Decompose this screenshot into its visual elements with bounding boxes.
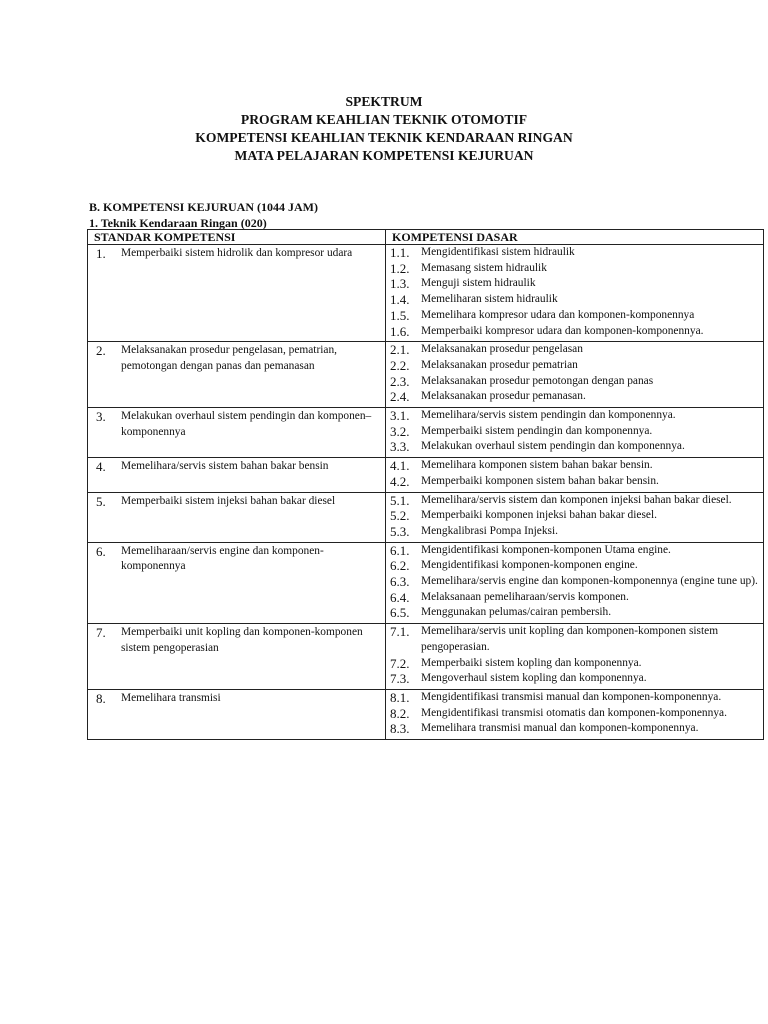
kompetensi-dasar-text: Melaksanakan prosedur pemanasan.	[421, 390, 586, 403]
kompetensi-dasar-number: 2.3.	[390, 373, 410, 389]
standar-kompetensi-cell	[88, 492, 386, 542]
table-row	[88, 624, 764, 690]
kompetensi-dasar-number: 6.1.	[390, 542, 410, 558]
kompetensi-dasar-number: 6.3.	[390, 574, 410, 590]
kompetensi-dasar-number: 1.2.	[390, 260, 410, 276]
kompetensi-dasar-text: Mengidentifikasi transmisi otomatis dan komponen-komponennya.	[421, 706, 727, 719]
kompetensi-dasar-list	[386, 493, 763, 542]
kompetensi-dasar-number: 2.4.	[390, 389, 410, 405]
kompetensi-dasar-number: 8.3.	[390, 721, 410, 737]
kompetensi-dasar-item	[390, 276, 759, 292]
standar-text: Melakukan overhaul sistem pendingin dan komponen– komponennya	[121, 410, 372, 438]
standar-kompetensi	[88, 624, 385, 658]
standar-text: Melaksanakan prosedur pengelasan, pematrian, pemotongan dengan panas dan pemanasan	[121, 344, 338, 372]
kompetensi-dasar-item	[390, 524, 759, 540]
kompetensi-dasar-text: Memasang sistem hidraulik	[421, 261, 547, 274]
kompetensi-dasar-text: Melaksanakan prosedur pematrian	[421, 358, 578, 371]
standar-kompetensi	[88, 458, 385, 477]
kompetensi-dasar-text: Mengkalibrasi Pompa Injeksi.	[421, 524, 558, 537]
kompetensi-dasar-number: 8.2.	[390, 705, 410, 721]
kompetensi-dasar-item	[390, 358, 759, 374]
kompetensi-dasar-text: Memelihara komponen sistem bahan bakar bensin.	[421, 459, 653, 472]
competency-table	[87, 229, 764, 740]
kompetensi-dasar-text: Mengidentifikasi transmisi manual dan komponen-komponennya.	[421, 690, 722, 703]
standar-number: 2.	[96, 343, 106, 359]
kompetensi-dasar-item	[390, 389, 759, 405]
standar-kompetensi-cell	[88, 458, 386, 492]
kompetensi-dasar-text: Mengidentifikasi komponen-komponen Utama engine.	[421, 543, 671, 556]
kompetensi-dasar-number: 6.4.	[390, 589, 410, 605]
table-row	[88, 492, 764, 542]
kompetensi-dasar-text: Mengidentifikasi sistem hidraulik	[421, 246, 575, 258]
table-row	[88, 458, 764, 492]
kompetensi-dasar-number: 1.4.	[390, 292, 410, 308]
standar-kompetensi	[88, 690, 385, 709]
kompetensi-dasar-item	[390, 424, 759, 440]
kompetensi-dasar-item	[390, 706, 759, 722]
kompetensi-dasar-list	[386, 408, 763, 457]
standar-kompetensi	[88, 493, 385, 512]
kompetensi-dasar-item	[390, 324, 759, 340]
kompetensi-dasar-item	[390, 671, 759, 687]
kompetensi-dasar-text: Menggunakan pelumas/cairan pembersih.	[421, 606, 612, 619]
kompetensi-dasar-list	[386, 624, 763, 689]
kompetensi-dasar-text: Memelihara/servis unit kopling dan komponen-komponen sistem pengoperasian.	[421, 625, 719, 653]
kompetensi-dasar-cell	[386, 624, 764, 690]
kompetensi-dasar-item	[390, 590, 759, 606]
table-row	[88, 408, 764, 458]
kompetensi-dasar-text: Memelihara kompresor udara dan komponen-komponennya	[421, 308, 695, 321]
kompetensi-dasar-number: 7.2.	[390, 655, 410, 671]
standar-text: Memperbaiki unit kopling dan komponen-komponen sistem pengoperasian	[121, 626, 363, 654]
kompetensi-dasar-item	[390, 439, 759, 455]
kompetensi-dasar-text: Melaksanakan prosedur pemotongan dengan panas	[421, 374, 654, 387]
standar-text: Memperbaiki sistem injeksi bahan bakar diesel	[121, 494, 336, 507]
kompetensi-dasar-item	[390, 656, 759, 672]
standar-text: Memelihara/servis sistem bahan bakar bensin	[121, 460, 329, 473]
kompetensi-dasar-text: Mengidentifikasi komponen-komponen engine.	[421, 559, 638, 572]
kompetensi-dasar-list	[386, 342, 763, 407]
kompetensi-dasar-item	[390, 721, 759, 737]
kompetensi-dasar-number: 2.1.	[390, 342, 410, 358]
kompetensi-dasar-text: Memelihara transmisi manual dan komponen-komponennya.	[421, 722, 699, 735]
section-title: B. KOMPETENSI KEJURUAN (1044 JAM)	[89, 200, 319, 214]
table-row	[88, 689, 764, 739]
kompetensi-dasar-list	[386, 690, 763, 739]
kompetensi-dasar-number: 4.1.	[390, 458, 410, 474]
kompetensi-dasar-item	[390, 408, 759, 424]
kompetensi-dasar-number: 6.2.	[390, 558, 410, 574]
kompetensi-dasar-number: 1.5.	[390, 307, 410, 323]
standar-kompetensi	[88, 245, 385, 264]
kompetensi-dasar-item	[390, 690, 759, 706]
kompetensi-dasar-item	[390, 261, 759, 277]
kompetensi-dasar-text: Melaksanaan pemeliharaan/servis komponen.	[421, 590, 629, 603]
standar-kompetensi	[88, 408, 385, 442]
table-header-row	[88, 230, 764, 245]
kompetensi-dasar-item	[390, 292, 759, 308]
standar-number: 6.	[96, 543, 106, 559]
standar-number: 3.	[96, 409, 106, 425]
kompetensi-dasar-cell	[386, 342, 764, 408]
kompetensi-dasar-text: Melaksanakan prosedur pengelasan	[421, 343, 583, 356]
section-subtitle: 1. Teknik Kendaraan Ringan (020)	[89, 216, 267, 230]
kompetensi-dasar-cell	[386, 689, 764, 739]
kompetensi-dasar-item	[390, 493, 759, 509]
kompetensi-dasar-number: 1.1.	[390, 245, 410, 260]
kompetensi-dasar-text: Memeliharan sistem hidraulik	[421, 293, 558, 306]
kompetensi-dasar-text: Memperbaiki sistem pendingin dan komponennya.	[421, 424, 653, 437]
standar-kompetensi	[88, 543, 385, 577]
table-row	[88, 245, 764, 342]
standar-text: Memperbaiki sistem hidrolik dan kompresor udara	[121, 247, 353, 259]
kompetensi-dasar-number: 3.2.	[390, 423, 410, 439]
kompetensi-dasar-item	[390, 558, 759, 574]
kompetensi-dasar-text: Mengoverhaul sistem kopling dan komponennya.	[421, 672, 647, 685]
standar-number: 1.	[96, 246, 106, 261]
standar-text: Memeliharaan/servis engine dan komponen-komponennya	[121, 544, 324, 573]
kompetensi-dasar-item	[390, 342, 759, 358]
kompetensi-dasar-cell	[386, 492, 764, 542]
kompetensi-dasar-number: 3.3.	[390, 439, 410, 455]
kompetensi-dasar-list	[386, 245, 763, 341]
kompetensi-dasar-number: 1.6.	[390, 323, 410, 339]
kompetensi-dasar-number: 7.1.	[390, 624, 410, 640]
standar-number: 5.	[96, 493, 106, 509]
standar-kompetensi-cell	[88, 689, 386, 739]
standar-number: 7.	[96, 625, 106, 641]
kompetensi-dasar-cell	[386, 458, 764, 492]
kompetensi-dasar-text: Memelihara/servis sistem dan komponen injeksi bahan bakar diesel.	[421, 493, 732, 506]
kompetensi-dasar-number: 4.2.	[390, 473, 410, 489]
column-header-standar: STANDAR KOMPETENSI	[88, 230, 386, 245]
header-line-2: PROGRAM KEAHLIAN TEKNIK OTOMOTIF	[240, 112, 528, 127]
kompetensi-dasar-list	[386, 543, 763, 624]
standar-number: 8.	[96, 690, 106, 706]
kompetensi-dasar-number: 3.1.	[390, 408, 410, 424]
kompetensi-dasar-number: 6.5.	[390, 605, 410, 621]
kompetensi-dasar-number: 8.1.	[390, 689, 410, 705]
standar-kompetensi-cell	[88, 408, 386, 458]
kompetensi-dasar-text: Memelihara/servis engine dan komponen-komponennya (engine tune up).	[421, 575, 758, 588]
table-body	[88, 245, 764, 740]
kompetensi-dasar-number: 2.2.	[390, 357, 410, 373]
standar-number: 4.	[96, 459, 106, 475]
standar-kompetensi	[88, 342, 385, 376]
kompetensi-dasar-number: 5.3.	[390, 523, 410, 539]
kompetensi-dasar-item	[390, 605, 759, 621]
table-row	[88, 542, 764, 624]
kompetensi-dasar-item	[390, 308, 759, 324]
kompetensi-dasar-number: 7.3.	[390, 671, 410, 687]
kompetensi-dasar-text: Memperbaiki kompresor udara dan komponen-komponennya.	[421, 324, 704, 337]
standar-text: Memelihara transmisi	[121, 691, 221, 704]
kompetensi-dasar-cell	[386, 408, 764, 458]
header-line-1: SPEKTRUM	[345, 94, 423, 109]
kompetensi-dasar-text: Memelihara/servis sistem pendingin dan komponennya.	[421, 409, 676, 422]
kompetensi-dasar-text: Memperbaiki sistem kopling dan komponennya.	[421, 656, 642, 669]
table-row	[88, 342, 764, 408]
kompetensi-dasar-cell	[386, 542, 764, 624]
kompetensi-dasar-item	[390, 574, 759, 590]
kompetensi-dasar-cell	[386, 245, 764, 342]
kompetensi-dasar-number: 5.1.	[390, 492, 410, 508]
kompetensi-dasar-number: 5.2.	[390, 508, 410, 524]
kompetensi-dasar-number: 1.3.	[390, 276, 410, 292]
kompetensi-dasar-text: Melakukan overhaul sistem pendingin dan komponennya.	[421, 440, 685, 453]
kompetensi-dasar-text: Memperbaiki komponen sistem bahan bakar bensin.	[421, 474, 659, 487]
standar-kompetensi-cell	[88, 542, 386, 624]
kompetensi-dasar-item	[390, 474, 759, 490]
column-header-dasar: KOMPETENSI DASAR	[386, 230, 764, 245]
standar-kompetensi-cell	[88, 624, 386, 690]
standar-kompetensi-cell	[88, 342, 386, 408]
document-header	[0, 93, 768, 165]
kompetensi-dasar-text: Menguji sistem hidraulik	[421, 277, 536, 290]
section-heading	[89, 199, 318, 231]
kompetensi-dasar-item	[390, 543, 759, 559]
standar-kompetensi-cell	[88, 245, 386, 342]
header-line-3: KOMPETENSI KEAHLIAN TEKNIK KENDARAAN RINGAN	[195, 130, 573, 145]
kompetensi-dasar-item	[390, 458, 759, 474]
header-line-4: MATA PELAJARAN KOMPETENSI KEJURUAN	[234, 148, 534, 163]
kompetensi-dasar-item	[390, 374, 759, 390]
kompetensi-dasar-text: Memperbaiki komponen injeksi bahan bakar diesel.	[421, 509, 657, 522]
kompetensi-dasar-item	[390, 245, 759, 261]
kompetensi-dasar-list	[386, 458, 763, 491]
kompetensi-dasar-item	[390, 508, 759, 524]
kompetensi-dasar-item	[390, 624, 759, 655]
